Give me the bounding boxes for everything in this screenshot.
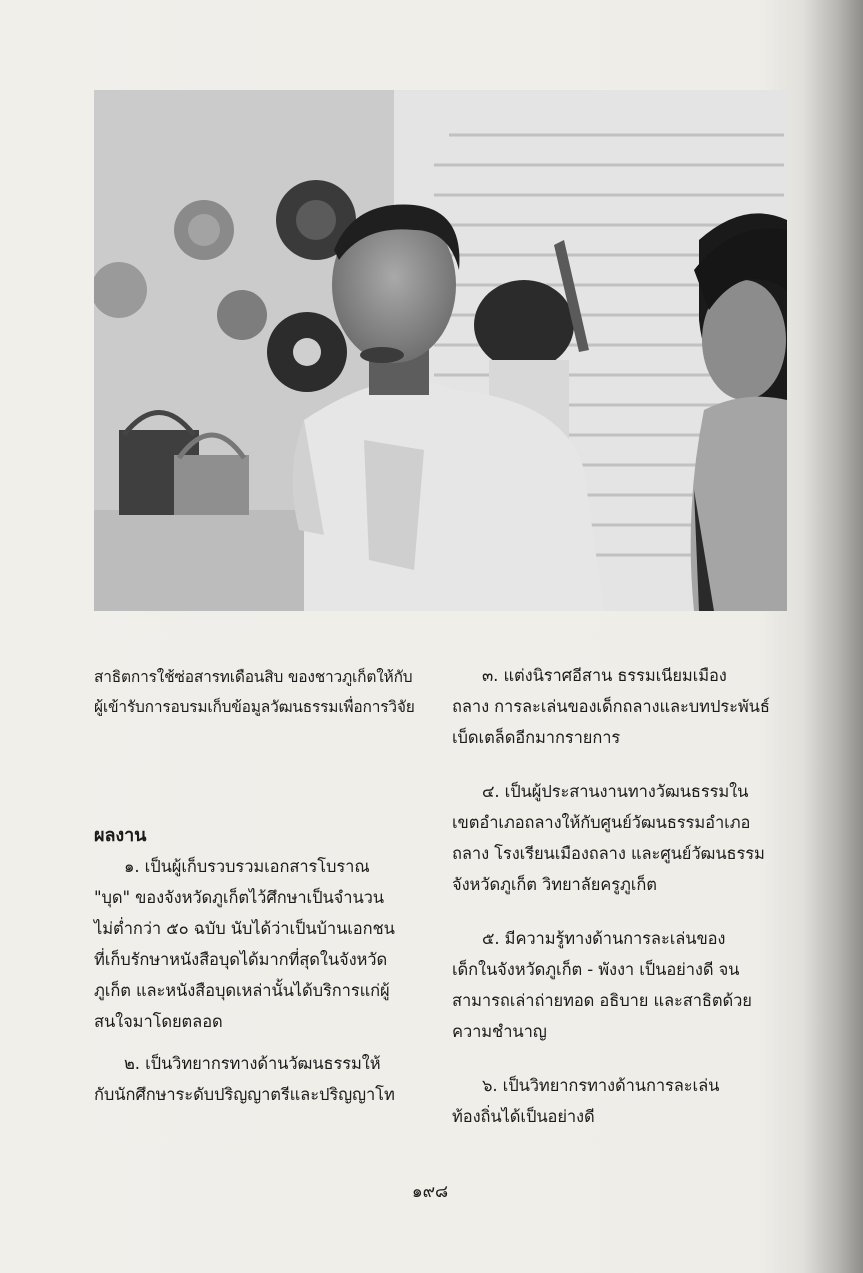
- text-line: ไม่ต่ำกว่า ๕๐ ฉบับ นับได้ว่าเป็นบ้านเอกชน: [94, 919, 395, 938]
- list-item-1: [94, 851, 434, 1037]
- text-line: สนใจมาโดยตลอด: [94, 1012, 223, 1031]
- text-line: ถลาง โรงเรียนเมืองถลาง และศูนย์วัฒนธรรม: [452, 844, 765, 863]
- text-line: ๓. แต่งนิราศอีสาน ธรรมเนียมเมือง: [482, 666, 727, 685]
- text-line: ความชำนาญ: [452, 1022, 547, 1041]
- photograph: [94, 90, 787, 611]
- text-line: ๑. เป็นผู้เก็บรวบรวมเอกสารโบราณ: [124, 857, 370, 876]
- text-line: จังหวัดภูเก็ต วิทยาลัยครูภูเก็ต: [452, 875, 657, 894]
- text-line: ๖. เป็นวิทยากรทางด้านการละเล่น: [482, 1076, 720, 1095]
- photo-caption: [94, 662, 434, 722]
- caption-line: สาธิตการใช้ซ่อสารทเดือนสิบ ของชาวภูเก็ตให้กับ: [94, 668, 413, 686]
- photo-illustration: [94, 90, 787, 611]
- text-line: ท้องถิ่นได้เป็นอย่างดี: [452, 1107, 595, 1126]
- text-line: "บุด" ของจังหวัดภูเก็ตไว้ศึกษาเป็นจำนวน: [94, 888, 384, 907]
- list-item-5: [452, 923, 792, 1047]
- section-heading: ผลงาน: [94, 825, 147, 846]
- text-line: เบ็ดเตล็ดอีกมากรายการ: [452, 728, 621, 747]
- page-number: ๑๙๘: [411, 1182, 449, 1202]
- text-line: เขตอำเภอถลางให้กับศูนย์วัฒนธรรมอำเภอ: [452, 813, 751, 832]
- text-line: ๕. มีความรู้ทางด้านการละเล่นของ: [482, 929, 726, 948]
- list-item-4: [452, 776, 792, 900]
- list-item-3: [452, 660, 792, 753]
- text-line: กับนักศึกษาระดับปริญญาตรีและปริญญาโท: [94, 1085, 395, 1104]
- list-item-6: [452, 1070, 792, 1132]
- caption-line: ผู้เข้ารับการอบรมเก็บข้อมูลวัฒนธรรมเพื่อการวิจัย: [94, 698, 415, 716]
- text-line: ๔. เป็นผู้ประสานงานทางวัฒนธรรมใน: [482, 782, 749, 801]
- text-line: ถลาง การละเล่นของเด็กถลางและบทประพันธ์: [452, 697, 770, 716]
- text-line: ภูเก็ต และหนังสือบุดเหล่านั้นได้บริการแก่ผู้: [94, 981, 390, 1000]
- left-column: [94, 820, 434, 1121]
- text-line: ๒. เป็นวิทยากรทางด้านวัฒนธรรมให้: [124, 1054, 381, 1073]
- list-item-2: [94, 1048, 434, 1110]
- text-line: สามารถเล่าถ่ายทอด อธิบาย และสาธิตด้วย: [452, 991, 752, 1010]
- right-column: [452, 660, 792, 1143]
- text-line: เด็กในจังหวัดภูเก็ต - พังงา เป็นอย่างดี จน: [452, 960, 740, 979]
- text-line: ที่เก็บรักษาหนังสือบุดได้มากที่สุดในจังหวัด: [94, 950, 388, 969]
